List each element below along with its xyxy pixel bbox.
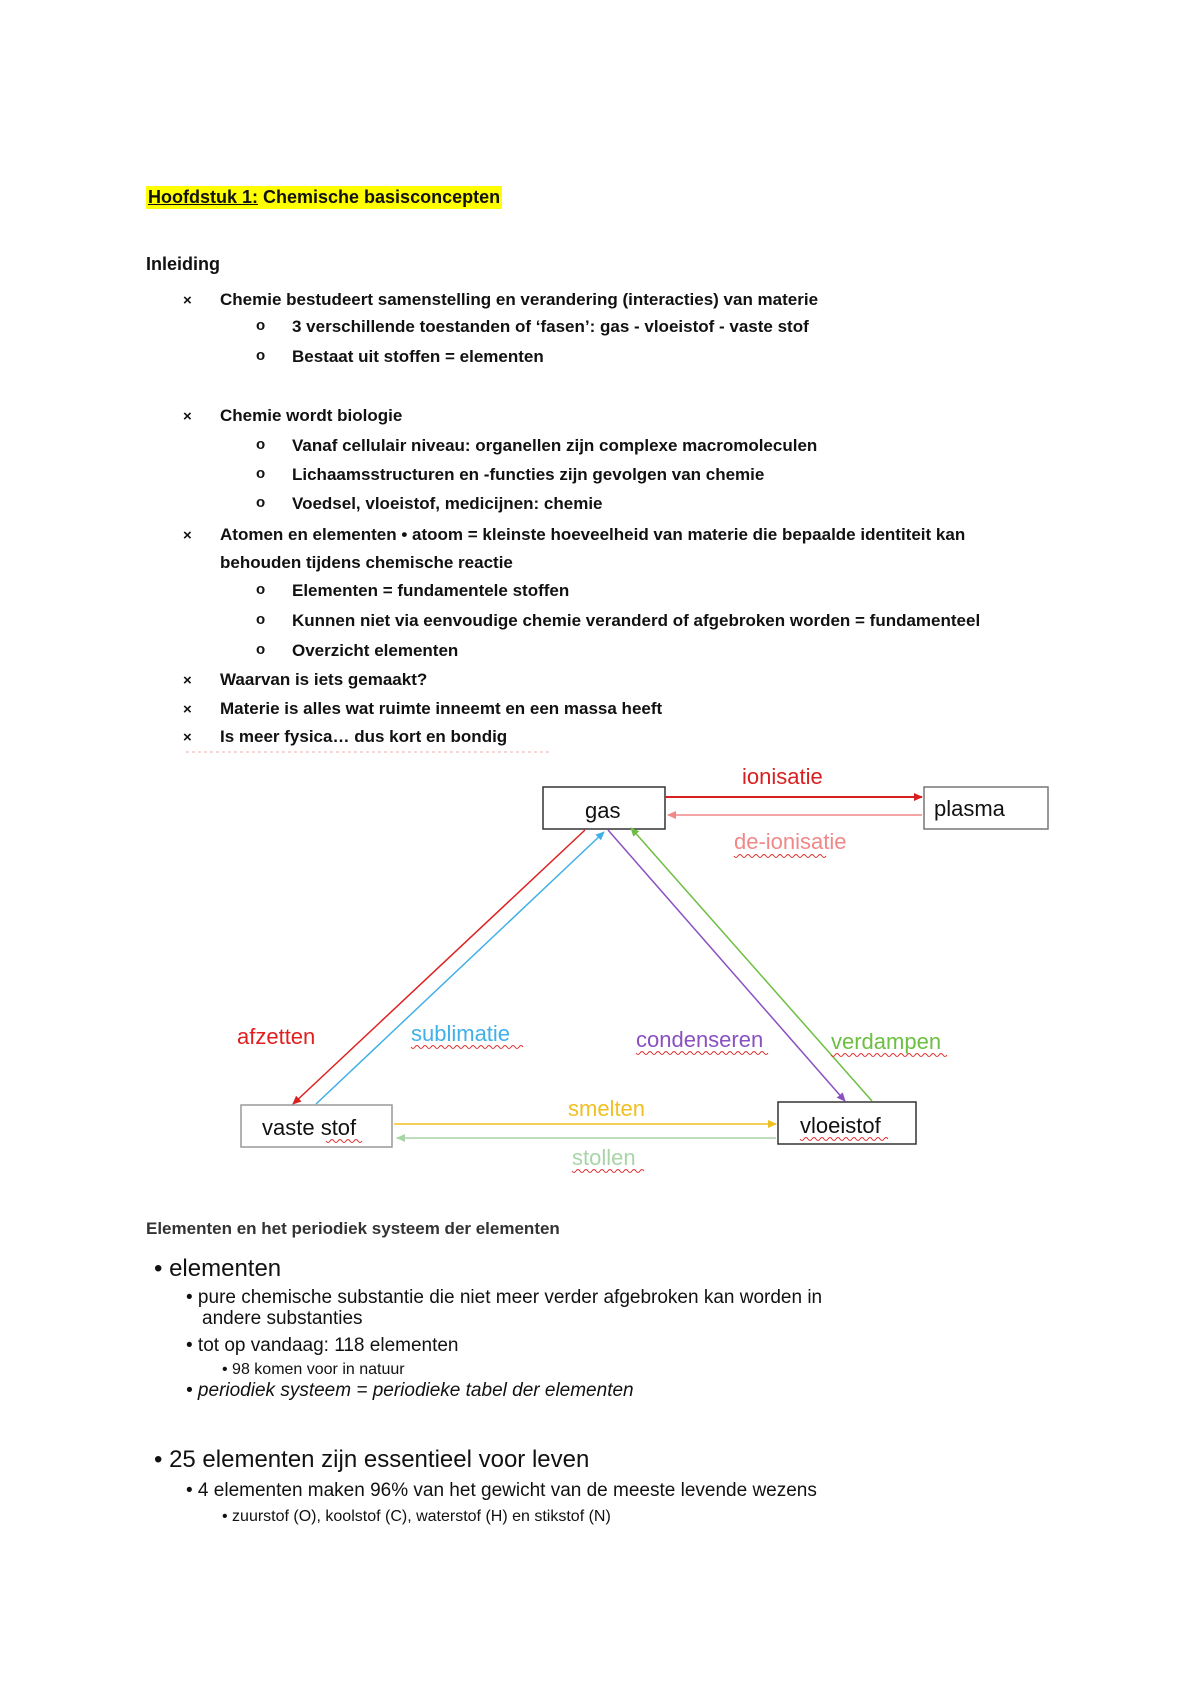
essential-elements-subsubitem: • zuurstof (O), koolstof (C), waterstof (H) en stikstof (N): [222, 1508, 611, 1525]
elements-subitem: • tot op vandaag: 118 elementen: [186, 1335, 459, 1356]
label-ionisatie: ionisatie: [742, 764, 823, 789]
elements-subitem-italic: • periodiek systeem = periodieke tabel der elementen: [186, 1380, 634, 1401]
bullet-o: o: [256, 611, 266, 628]
chapter-number: Hoofdstuk 1:: [148, 187, 258, 207]
bullet-x: ×: [183, 408, 192, 425]
bullet-o: o: [256, 436, 266, 453]
elements-subitem: • pure chemische substantie die niet meer verder afgebroken kan worden in: [186, 1287, 823, 1308]
elements-item: • elementen: [154, 1255, 282, 1282]
box-gas-label: gas: [585, 798, 621, 823]
intro-item-continued: behouden tijdens chemische reactie: [220, 553, 513, 572]
bullet-x: ×: [183, 672, 192, 689]
intro-subitem: Vanaf cellulair niveau: organellen zijn complexe macromoleculen: [292, 436, 818, 455]
intro-subitem: Kunnen niet via eenvoudige chemie veranderd of afgebroken worden = fundamenteel: [292, 611, 981, 630]
label-condenseren: condenseren: [636, 1027, 764, 1052]
bullet-x: ×: [183, 701, 192, 718]
chapter-name: Chemische basisconcepten: [258, 187, 501, 207]
intro-subitem: Voedsel, vloeistof, medicijnen: chemie: [292, 494, 603, 513]
bullet-o: o: [256, 465, 266, 482]
bullet-o: o: [256, 494, 266, 511]
essential-elements-item: • 25 elementen zijn essentieel voor leven: [154, 1446, 590, 1473]
bullet-o: o: [256, 317, 266, 334]
intro-item: Is meer fysica… dus kort en bondig: [220, 727, 508, 746]
bullet-x: ×: [183, 527, 192, 544]
intro-subitem: Overzicht elementen: [292, 641, 459, 660]
label-deionisatie: de-ionisatie: [734, 829, 847, 854]
intro-subitem: 3 verschillende toestanden of ‘fasen’: gas - vloeistof - vaste stof: [292, 317, 809, 336]
bullet-o: o: [256, 641, 266, 658]
box-liquid-label: vloeistof: [800, 1113, 881, 1138]
intro-item: Chemie wordt biologie: [220, 406, 403, 425]
bullet-o: o: [256, 581, 266, 598]
essential-elements-subitem: • 4 elementen maken 96% van het gewicht van de meeste levende wezens: [186, 1480, 817, 1501]
intro-item: Atomen en elementen • atoom = kleinste hoeveelheid van materie die bepaalde identiteit kan: [220, 525, 966, 544]
label-verdampen: verdampen: [831, 1029, 942, 1054]
intro-item: Chemie bestudeert samenstelling en verandering (interacties) van materie: [220, 290, 819, 309]
intro-subitem: Lichaamsstructuren en -functies zijn gevolgen van chemie: [292, 465, 765, 484]
arrow-condenseren: [608, 830, 845, 1101]
box-solid-label: vaste stof: [262, 1115, 357, 1140]
intro-subitem: Elementen = fundamentele stoffen: [292, 581, 570, 600]
label-stollen: stollen: [572, 1145, 636, 1170]
label-smelten: smelten: [568, 1096, 646, 1121]
intro-subitem: Bestaat uit stoffen = elementen: [292, 347, 544, 366]
arrow-sublimatie: [316, 832, 604, 1104]
section-heading-elements: Elementen en het periodiek systeem der elementen: [146, 1219, 560, 1238]
label-afzetten: afzetten: [237, 1024, 316, 1049]
label-sublimatie: sublimatie: [411, 1021, 511, 1046]
bullet-x: ×: [183, 729, 192, 746]
elements-subsubitem: • 98 komen voor in natuur: [222, 1361, 405, 1378]
intro-item: Materie is alles wat ruimte inneemt en een massa heeft: [220, 699, 663, 718]
box-plasma-label: plasma: [934, 796, 1005, 821]
intro-item: Waarvan is iets gemaakt?: [220, 670, 428, 689]
arrow-verdampen: [631, 828, 872, 1101]
arrow-afzetten: [293, 830, 585, 1104]
section-heading-intro: Inleiding: [146, 254, 220, 274]
elements-subitem-continued: andere substanties: [202, 1308, 363, 1329]
bullet-o: o: [256, 347, 266, 364]
bullet-x: ×: [183, 292, 192, 309]
